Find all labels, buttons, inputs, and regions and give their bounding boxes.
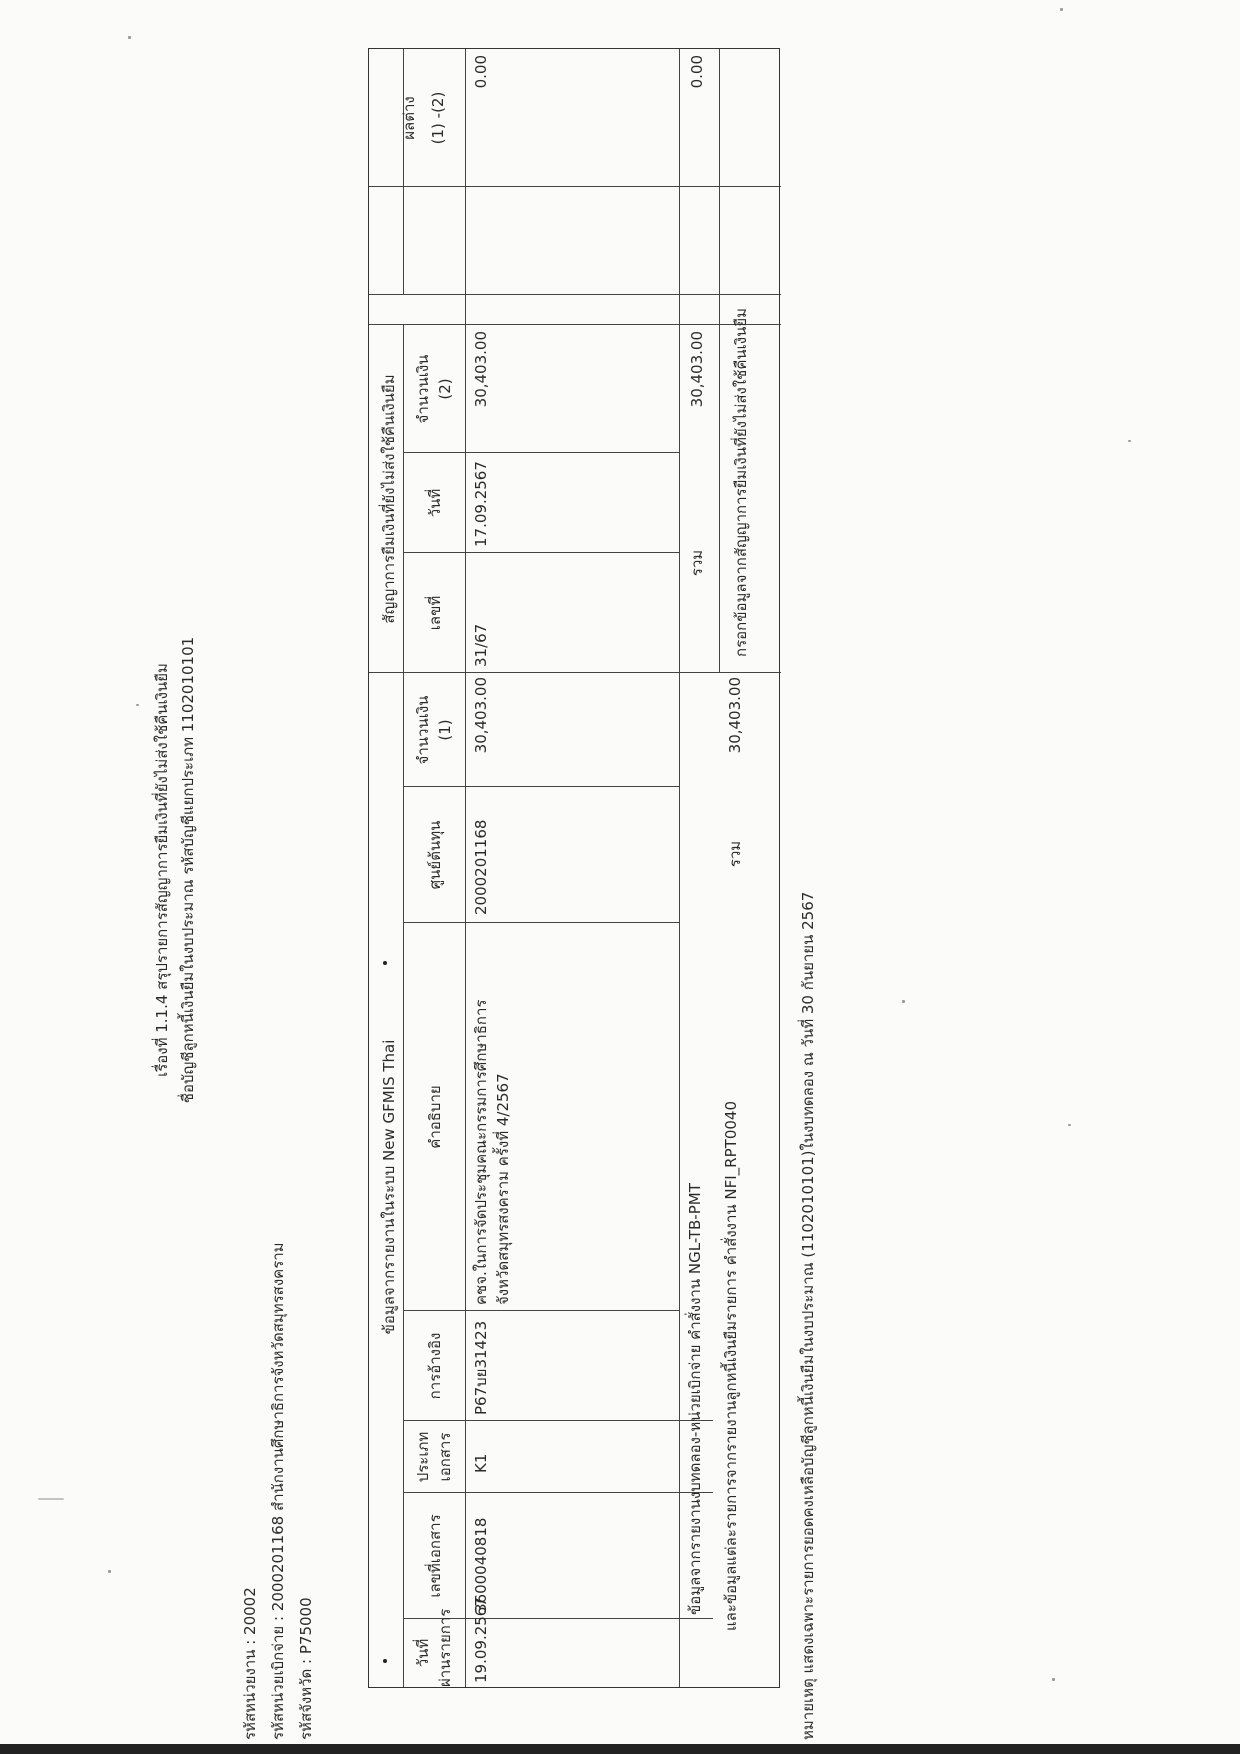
header-doc-no: เลขที่เอกสาร	[426, 1514, 444, 1598]
header-amount1-1: จำนวนเงิน	[414, 695, 432, 765]
header-date-posted-1: วันที่	[414, 1638, 432, 1668]
header-doc-type-2: เอกสาร	[436, 1432, 454, 1482]
total-left-label: รวม	[726, 840, 744, 868]
scan-scratch	[38, 1498, 64, 1500]
source-note-2: และข้อมูลแต่ละรายการจากรายงานลูกหนี้เงินยืมรายการ คำสั่งงาน NFI_RPT0040	[722, 1101, 740, 1631]
total-left-amount: 30,403.00	[726, 677, 744, 754]
source-note-1: ข้อมูลจากรายงานงบทดลอง-หน่วยเบิกจ่าย คำสั่งงาน NGL-TB-PMT	[686, 1183, 704, 1615]
row-amount2: 30,403.00	[472, 331, 490, 408]
scan-speck	[902, 1000, 905, 1003]
header-amount2-1: จำนวนเงิน	[414, 354, 432, 424]
header-doc-type-1: ประเภท	[414, 1431, 432, 1483]
header-amount2-2: (2)	[436, 378, 454, 400]
header-date-posted-2: ผ่านรายการ	[436, 1608, 454, 1687]
agency-code: รหัสหน่วยงาน : 20002	[241, 1587, 259, 1740]
row-amount1: 30,403.00	[472, 677, 490, 754]
total-diff: 0.00	[688, 55, 706, 89]
row-reference: P67บย31423	[472, 1320, 490, 1415]
scan-speck	[1052, 1678, 1055, 1681]
scan-speck	[136, 704, 139, 706]
scan-speck	[108, 1570, 111, 1573]
header-contract-date: วันที่	[426, 488, 444, 518]
header-reference: การอ้างอิง	[426, 1332, 444, 1400]
group-divider-left	[403, 325, 404, 1687]
scan-speck	[1128, 440, 1131, 442]
header-cost-center: ศูนย์ต้นทุน	[426, 820, 444, 890]
loan-summary-table	[368, 48, 780, 1688]
row-cost-center: 2000201168	[472, 819, 490, 915]
row-doc-type: K1	[472, 1453, 490, 1473]
group-header-contract: สัญญาการยืมเงินที่ยังไม่ส่งใช้คืนเงินยืม	[380, 374, 398, 624]
right-total-line	[719, 49, 720, 673]
row-contract-date: 17.09.2567	[472, 461, 490, 547]
report-title: เรื่องที่ 1.1.4 สรุปรายการสัญญาการยืมเงินที่ยังไม่ส่งใช้คืนเงินยืม	[153, 663, 171, 1077]
group-header-gfmis: ข้อมูลจากรายงานในระบบ New GFMIS Thai	[380, 1039, 398, 1335]
total-right-amount: 30,403.00	[688, 331, 706, 408]
total-right-label: รวม	[688, 549, 706, 577]
footnote: หมายเหตุ แสดงเฉพาะรายการยอดคงเหลือบัญชีลูกหนี้เงินยืมในงบประมาณ (1102010101)ในงบทดลอง ณ วันที่ 30 กันยายน 2567	[799, 891, 817, 1740]
header-diff-2: (1) -(2)	[429, 91, 447, 145]
header-description: คำอธิบาย	[426, 1085, 444, 1149]
contract-note: กรอกข้อมูลจากสัญญาการยืมเงินที่ยังไม่ส่งใช้คืนเงินยืม	[732, 307, 750, 657]
account-subtitle: ชื่อบัญชีลูกหนี้เงินยืมในงบประมาณ รหัสบัญชีแยกประเภท 1102010101	[179, 636, 197, 1104]
scan-dot	[383, 1659, 387, 1663]
scan-edge	[0, 1744, 1240, 1754]
scan-speck	[1068, 1124, 1071, 1126]
row-date-posted: 19.09.2567	[472, 1597, 490, 1683]
row-contract-no: 31/67	[472, 623, 490, 667]
province-code: รหัสจังหวัด : P75000	[297, 1597, 315, 1740]
col-divider	[369, 294, 781, 295]
scan-dot	[383, 961, 387, 965]
row-description-2: จังหวัดสมุทรสงคราม ครั้งที่ 4/2567	[494, 1073, 512, 1305]
scan-speck	[128, 36, 131, 39]
header-amount1-2: (1)	[436, 719, 454, 741]
row-diff: 0.00	[472, 55, 490, 89]
header-contract-no: เลขที่	[426, 595, 444, 631]
scan-speck	[1060, 8, 1063, 11]
disbursing-unit: รหัสหน่วยเบิกจ่าย : 2000201168 สำนักงานศึกษาธิการจังหวัดสมุทรสงคราม	[269, 1242, 287, 1740]
row-doc-no: 3600040818	[472, 1517, 490, 1613]
header-diff-1: ผลต่าง	[400, 96, 418, 140]
row-description-1: คชจ.ในการจัดประชุมคณะกรรมการศึกษาธิการ	[472, 999, 490, 1305]
